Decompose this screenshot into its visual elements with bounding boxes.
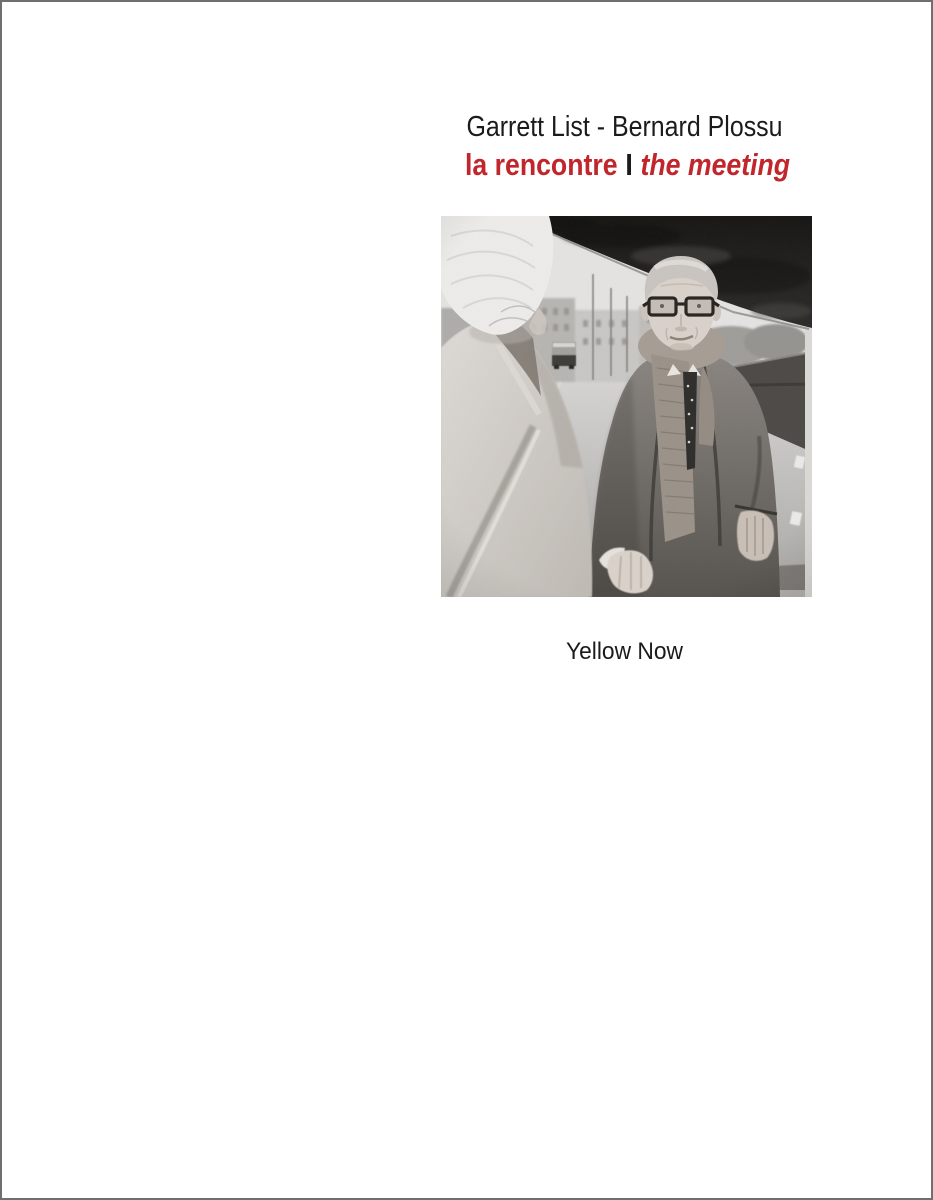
- title-separator: I: [625, 147, 633, 182]
- title-french: la rencontre: [464, 147, 618, 182]
- cover-photo: [441, 216, 812, 597]
- authors-line: Garrett List - Bernard Plossu: [466, 111, 783, 143]
- title-line: [464, 147, 791, 183]
- publisher-name: Yellow Now: [565, 638, 684, 665]
- photo-illustration: [441, 216, 812, 597]
- title-english: the meeting: [640, 147, 791, 182]
